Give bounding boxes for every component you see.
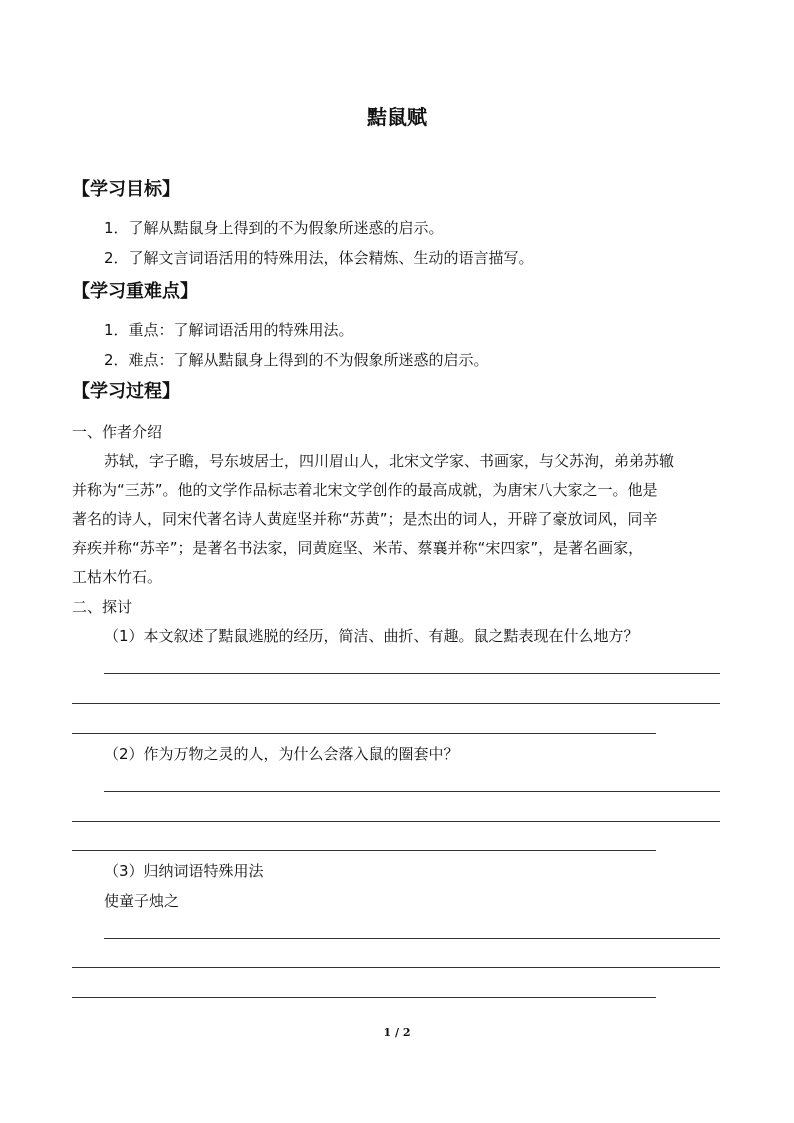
author-paragraph-line-4: 弃疾并称“苏辛”；是著名书法家，同黄庭坚、米芾、蔡襄并称“宋四家”，是著名画家， bbox=[72, 539, 644, 557]
process-heading: 【学习过程】 bbox=[72, 381, 180, 402]
question-3: （3）归纳词语特殊用法 bbox=[104, 862, 264, 880]
answer-line[interactable] bbox=[104, 938, 720, 939]
key-point-item-2: 2．难点：了解从黠鼠身上得到的不为假象所迷惑的启示。 bbox=[104, 351, 489, 369]
author-paragraph-line-5: 工枯木竹石。 bbox=[72, 568, 163, 586]
page-title: 黠鼠赋 bbox=[367, 105, 427, 129]
author-paragraph-line-2: 并称为“三苏”。他的文学作品标志着北宋文学创作的最高成就，为唐宋八大家之一。他是 bbox=[72, 481, 658, 499]
answer-line[interactable] bbox=[72, 821, 720, 822]
key-points-heading: 【学习重难点】 bbox=[72, 281, 198, 302]
author-intro-heading: 一、作者介绍 bbox=[72, 423, 163, 441]
answer-line[interactable] bbox=[72, 850, 656, 851]
objective-item-1: 1．了解从黠鼠身上得到的不为假象所迷惑的启示。 bbox=[104, 219, 444, 237]
answer-line[interactable] bbox=[72, 703, 720, 704]
answer-line[interactable] bbox=[72, 997, 656, 998]
author-paragraph-line-3: 著名的诗人，同宋代著名诗人黄庭坚并称“苏黄”；是杰出的词人，开辟了豪放词风，同辛 bbox=[72, 510, 658, 528]
objective-item-2: 2．了解文言词语活用的特殊用法，体会精炼、生动的语言描写。 bbox=[104, 249, 534, 267]
answer-line[interactable] bbox=[104, 791, 720, 792]
answer-line[interactable] bbox=[104, 673, 720, 674]
question-2: （2）作为万物之灵的人，为什么会落入鼠的圈套中？ bbox=[104, 745, 459, 763]
objectives-heading: 【学习目标】 bbox=[72, 179, 180, 200]
question-1: （1）本文叙述了黠鼠逃脱的经历，简洁、曲折、有趣。鼠之黠表现在什么地方？ bbox=[104, 627, 639, 645]
answer-line[interactable] bbox=[72, 967, 720, 968]
key-point-item-1: 1．重点：了解词语活用的特殊用法。 bbox=[104, 321, 354, 339]
author-paragraph-line-1: 苏轼，字子瞻，号东坡居士，四川眉山人，北宋文学家、书画家，与父苏洵，弟弟苏辙 bbox=[104, 452, 675, 470]
answer-line[interactable] bbox=[72, 733, 656, 734]
page-number: 1 / 2 bbox=[383, 1026, 411, 1039]
discussion-heading: 二、探讨 bbox=[72, 598, 133, 616]
question-3-example: 使童子烛之 bbox=[104, 892, 180, 910]
